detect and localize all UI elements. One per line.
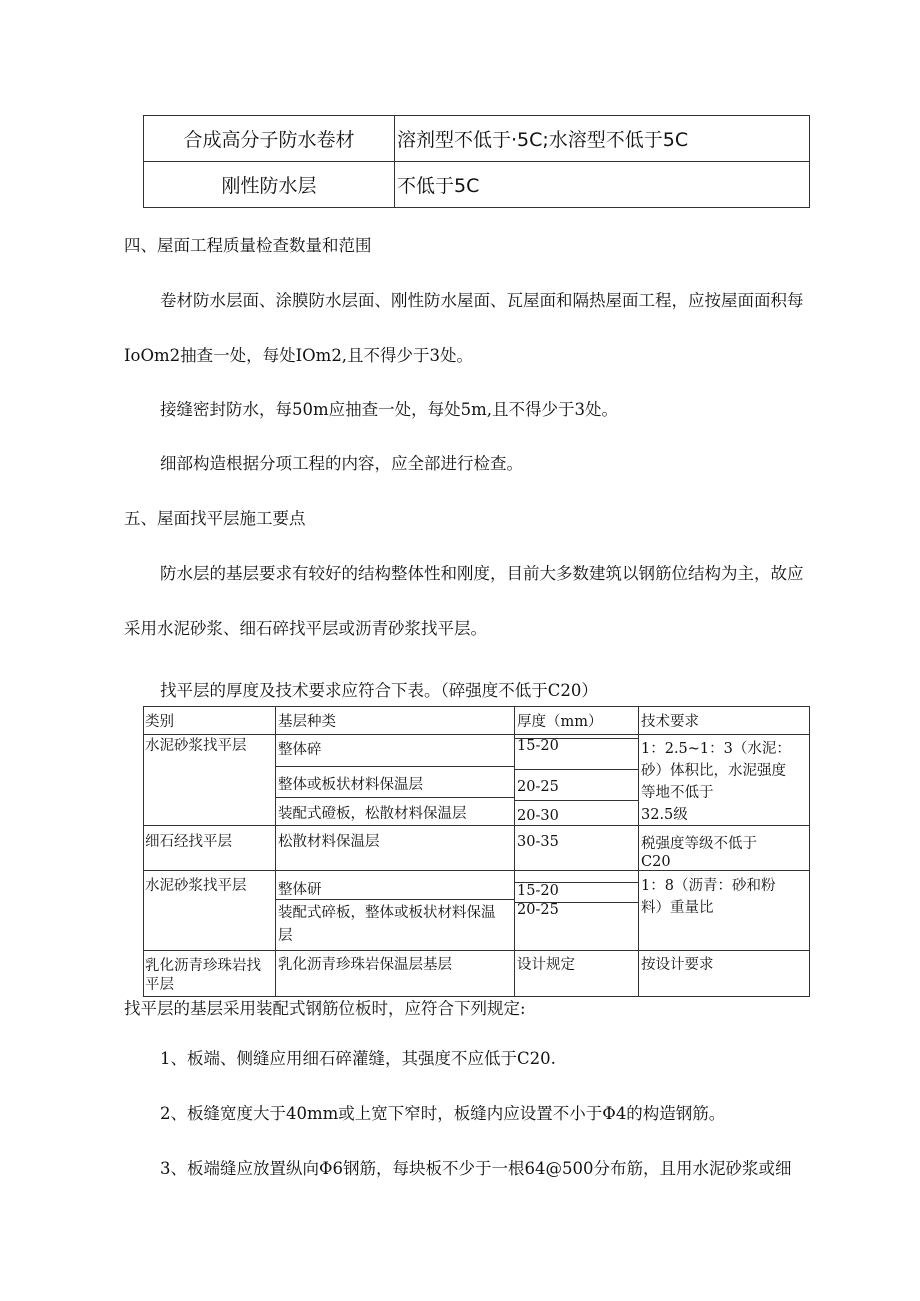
paragraph-line: 卷材防水层面、涂膜防水层面、刚性防水屋面、瓦屋面和隔热屋面工程，应按屋面面积每 [160,291,804,310]
base-type-cell: 松散材料保温层 [278,834,380,850]
technical-requirement-line: 料）重量比 [641,900,714,916]
paragraph: 细部构造根据分项工程的内容，应全部进行检查。 [160,454,523,473]
technical-requirement-line: 32.5级 [641,807,688,823]
table-row [144,116,810,162]
base-type-cell: 装配式碎板，整体或板状材料保温 [278,905,496,921]
leveling-layer-table [143,706,810,997]
technical-requirement-line: C20 [641,854,671,870]
paragraph: 接缝密封防水，每50m应抽查一处，每处5m,且不得少于3处。 [160,400,619,419]
rules-intro: 找平层的基层采用装配式钢筋位板时，应符合下列规定: [124,999,526,1018]
technical-requirement-line: 等地不低于 [641,785,714,801]
material-temperature-table [143,115,810,208]
category-cell: 水泥砂浆找平层 [145,878,247,894]
section-heading: 四、屋面工程质量检查数量和范围 [124,236,372,255]
thickness-cell: 设计规定 [517,957,575,973]
technical-requirement-line: 砂）体积比，水泥强度 [641,763,786,779]
base-type-cell: 层 [278,928,293,944]
table-row [144,162,810,208]
base-type-cell: 整体研 [278,882,322,898]
column-header-category: 类别 [145,714,174,730]
thickness-cell: 15-20 [517,883,559,899]
technical-requirement-line: 1：2.5~1：3（水泥： [641,741,791,757]
technical-requirement-cell: 按设计要求 [641,957,714,973]
column-header-thickness: 厚度（mm） [517,714,603,730]
category-cell: 乳化沥青珍珠岩找 [145,958,261,974]
paragraph-line: IoOm2抽查一处，每处IOm2,且不得少于3处。 [124,346,474,365]
temperature-requirement-cell: 溶剂型不低于·5C;水溶型不低于5C [395,116,810,162]
category-cell: 平层 [145,977,174,993]
column-header-technical-requirement: 技术要求 [641,714,699,730]
material-type-cell: 刚性防水层 [144,162,395,208]
category-cell: 细石经找平层 [145,834,232,850]
table-caption: 找平层的厚度及技术要求应符合下表。（碎强度不低于C20） [160,681,598,700]
rule-item: 1、板端、侧缝应用细石碎灌缝，其强度不应低于C20. [160,1049,556,1068]
technical-requirement-line: 1：8（沥青：砂和粉 [641,878,776,894]
material-type-cell: 合成高分子防水卷材 [144,116,395,162]
base-type-cell: 装配式磴板，松散材料保温层 [278,806,467,822]
thickness-cell: 30-35 [517,834,559,850]
section-heading: 五、屋面找平层施工要点 [124,509,306,528]
rule-item: 3、板端缝应放置纵向Φ6钢筋，每块板不少于一根64@500分布筋，且用水泥砂浆或细 [160,1159,792,1178]
category-cell: 水泥砂浆找平层 [145,738,247,754]
thickness-cell: 20-25 [517,779,559,795]
thickness-cell: 15-20 [517,738,559,754]
temperature-requirement-cell: 不低于5C [395,162,810,208]
paragraph-line: 防水层的基层要求有较好的结构整体性和刚度，目前大多数建筑以钢筋位结构为主，故应 [160,564,804,583]
rule-item: 2、板缝宽度大于40mm或上宽下窄时，板缝内应设置不小于Φ4的构造钢筋。 [160,1104,726,1123]
base-type-cell: 整体或板状材料保温层 [278,777,423,793]
thickness-cell: 20-30 [517,808,559,824]
column-header-base-type: 基层种类 [278,714,336,730]
base-type-cell: 乳化沥青珍珠岩保温层基层 [278,957,452,973]
technical-requirement-line: 税强度等级不低于 [641,836,757,852]
base-type-cell: 整体碎 [278,742,322,758]
paragraph-line: 采用水泥砂浆、细石碎找平层或沥青砂浆找平层。 [124,619,487,638]
thickness-cell: 20-25 [517,902,559,918]
